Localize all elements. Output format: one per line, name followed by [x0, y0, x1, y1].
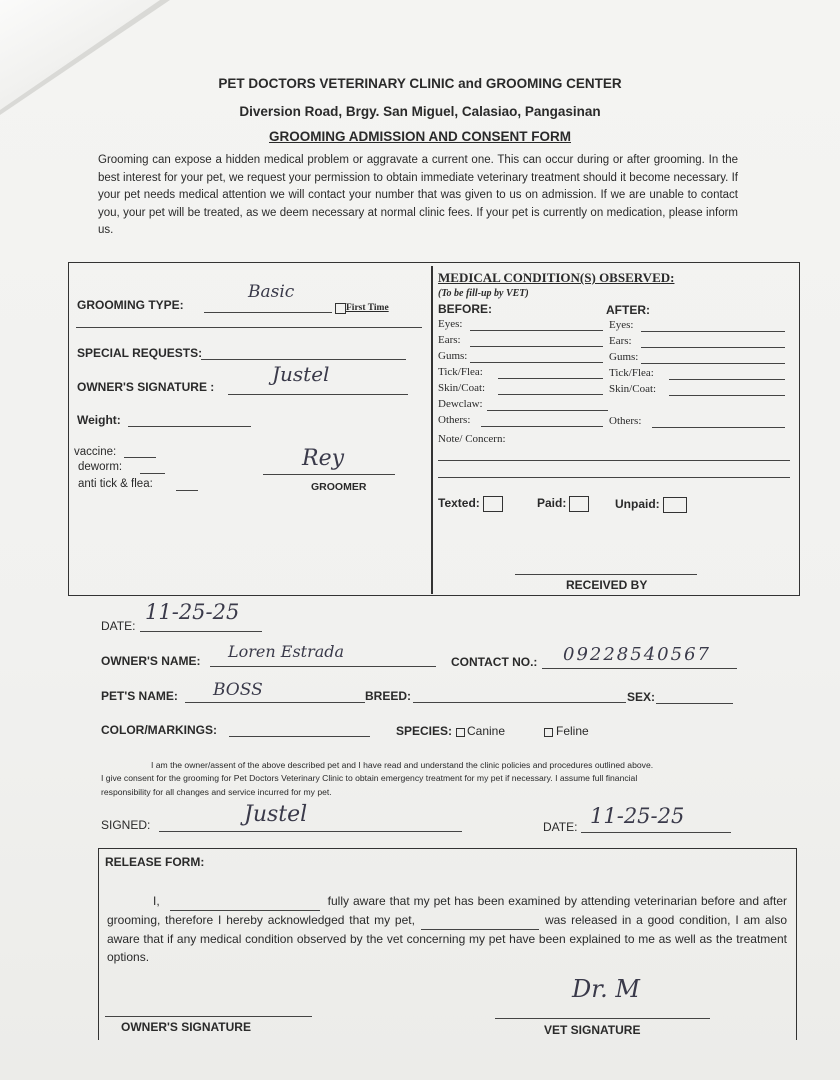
texted-checkbox[interactable]	[483, 496, 503, 512]
after-item-label: Eyes:	[609, 319, 634, 331]
after-item-label: Gums:	[609, 351, 639, 363]
groomer-line	[263, 474, 395, 475]
note-line-1[interactable]	[438, 460, 790, 461]
weight-line[interactable]	[128, 426, 251, 427]
release-part-2: was released in a good condition, I am also aware that if any medical condition observed by the vet concerning my pet have been explained to me as well as the treatment options.	[107, 913, 787, 964]
after-label: AFTER:	[606, 303, 650, 317]
first-time-checkbox[interactable]	[335, 303, 346, 314]
anti-tick-label: anti tick & flea:	[78, 478, 153, 490]
after-item-label: Ears:	[609, 335, 632, 347]
unpaid-label: Unpaid:	[615, 497, 660, 512]
medical-title: MEDICAL CONDITION(S) OBSERVED:	[438, 270, 675, 285]
vet-signature-value[interactable]: Dr. M	[572, 975, 640, 1003]
before-item-label: Dewclaw:	[438, 398, 483, 410]
sex-line[interactable]	[656, 703, 733, 704]
received-by-line[interactable]	[515, 574, 697, 575]
unpaid-field	[615, 497, 687, 513]
before-item-line[interactable]	[470, 330, 603, 331]
breed-label: BREED:	[365, 689, 412, 703]
texted-field	[438, 496, 503, 512]
before-item-label: Ears:	[438, 334, 461, 346]
owner-signature-value[interactable]: Justel	[272, 362, 330, 386]
after-item-line[interactable]	[652, 427, 785, 428]
release-part-1: fully aware that my pet has been examined by attending veterinarian before and after grooming, therefore I hereby acknowledged that my pet,	[107, 894, 787, 927]
consent-date-label: DATE:	[543, 820, 578, 834]
consent-line-2: I give consent for the grooming for Pet Doctors Veterinary Clinic to obtain emergency treatment for my pet if necessary. I assume full financial	[101, 773, 638, 783]
contact-line	[542, 668, 737, 669]
pet-name-line	[185, 702, 365, 703]
after-item-line[interactable]	[641, 331, 785, 332]
note-line-2[interactable]	[438, 477, 790, 478]
before-item-label: Eyes:	[438, 318, 463, 330]
table-divider	[431, 266, 433, 594]
vet-signature-line	[495, 1018, 710, 1019]
vaccine-line[interactable]	[124, 457, 156, 458]
after-item-line[interactable]	[669, 379, 785, 380]
pet-name-value[interactable]: BOSS	[213, 680, 263, 700]
contact-value[interactable]: 09228540567	[563, 644, 711, 665]
before-item-label: Skin/Coat:	[438, 382, 486, 394]
consent-line-3: responsibility for all changes and service incurred for my pet.	[101, 787, 332, 797]
date-label: DATE:	[101, 619, 136, 633]
species-label: SPECIES:	[396, 724, 453, 738]
owner-signature-label: OWNER'S SIGNATURE :	[77, 380, 215, 394]
before-item-label: Others:	[438, 414, 471, 426]
signed-label: SIGNED:	[101, 818, 151, 832]
paid-checkbox[interactable]	[569, 496, 589, 512]
grooming-type-label: GROOMING TYPE:	[77, 298, 184, 312]
grooming-extra-line	[76, 327, 422, 328]
owner-name-label: OWNER'S NAME:	[101, 654, 201, 668]
signed-value[interactable]: Justel	[244, 802, 308, 827]
release-pet-line[interactable]	[421, 911, 539, 930]
anti-tick-line[interactable]	[176, 490, 198, 491]
after-item-line[interactable]	[641, 363, 785, 364]
clinic-name: PET DOCTORS VETERINARY CLINIC and GROOMING CENTER	[218, 76, 622, 91]
texted-label: Texted:	[438, 496, 480, 511]
grooming-type-value[interactable]: Basic	[248, 282, 295, 302]
deworm-label: deworm:	[78, 461, 123, 473]
before-label: BEFORE:	[438, 302, 492, 316]
owner-name-value[interactable]: Loren Estrada	[228, 642, 345, 661]
color-line[interactable]	[229, 736, 370, 737]
owner-name-line	[210, 666, 436, 667]
release-owner-signature-label: OWNER'S SIGNATURE	[121, 1020, 251, 1034]
before-item-line[interactable]	[498, 378, 603, 379]
groomer-label: GROOMER	[311, 481, 367, 493]
admission-table	[68, 262, 800, 596]
owner-signature-line	[228, 394, 408, 395]
special-requests-line[interactable]	[201, 359, 406, 360]
before-item-line[interactable]	[470, 362, 603, 363]
feline-checkbox[interactable]	[544, 728, 553, 737]
special-requests-label: SPECIAL REQUESTS:	[77, 346, 203, 360]
pet-name-label: PET'S NAME:	[101, 689, 178, 703]
release-owner-signature-line[interactable]	[105, 1016, 312, 1017]
after-item-label: Skin/Coat:	[609, 383, 657, 395]
intro-paragraph: Grooming can expose a hidden medical problem or aggravate a current one. This can occur during or after grooming. In the best interest for your pet, we request your permission to obtain immediate veterinary treatment should it become necessary. If your pet needs medical attention we will contact your number that was given to us on admission. If we are unable to contact you, your pet will be treated, as we deem necessary at normal clinic fees. If your pet is currently on medication, please inform us.	[98, 154, 738, 236]
canine-label: Canine	[467, 724, 506, 738]
release-title: RELEASE FORM:	[105, 855, 205, 869]
clinic-address: Diversion Road, Brgy. San Miguel, Calasiao, Pangasinan	[239, 104, 601, 119]
after-item-line[interactable]	[669, 395, 785, 396]
canine-checkbox[interactable]	[456, 728, 465, 737]
paid-label: Paid:	[537, 496, 567, 511]
feline-label: Feline	[556, 724, 589, 738]
grooming-type-line	[204, 312, 332, 313]
vaccine-label: vaccine:	[74, 446, 117, 458]
date-line	[140, 631, 262, 632]
groomer-signature-value[interactable]: Rey	[302, 446, 345, 471]
before-item-label: Gums:	[438, 350, 468, 362]
consent-date-value[interactable]: 11-25-25	[590, 804, 685, 828]
unpaid-checkbox[interactable]	[663, 497, 687, 513]
release-name-line[interactable]	[170, 892, 320, 911]
before-item-line[interactable]	[487, 410, 608, 411]
after-item-line[interactable]	[641, 347, 785, 348]
signed-line	[159, 831, 462, 832]
received-by-label: RECEIVED BY	[566, 578, 648, 592]
date-value[interactable]: 11-25-25	[145, 600, 240, 624]
consent-line-1: I am the owner/assent of the above described pet and I have read and understand the clinic policies and procedures outlined above.	[151, 760, 654, 770]
before-item-line[interactable]	[470, 346, 603, 347]
after-item-label: Others:	[609, 415, 642, 427]
vet-signature-label: VET SIGNATURE	[544, 1023, 641, 1037]
release-paragraph	[107, 892, 787, 966]
contact-label: CONTACT NO.:	[451, 655, 538, 669]
breed-line[interactable]	[413, 702, 626, 703]
medical-subtitle: (To be fill-up by VET)	[438, 288, 529, 299]
color-label: COLOR/MARKINGS:	[101, 723, 217, 737]
before-item-label: Tick/Flea:	[438, 366, 483, 378]
deworm-line[interactable]	[140, 473, 165, 474]
release-start: I,	[153, 894, 160, 908]
consent-date-line	[581, 832, 731, 833]
before-item-line[interactable]	[481, 426, 603, 427]
weight-label: Weight:	[77, 413, 121, 427]
paid-field	[537, 496, 589, 512]
first-time-label: First Time	[346, 303, 389, 313]
sex-label: SEX:	[627, 690, 656, 704]
form-title: GROOMING ADMISSION AND CONSENT FORM	[269, 129, 571, 144]
note-label: Note/ Concern:	[438, 433, 506, 445]
after-item-label: Tick/Flea:	[609, 367, 654, 379]
before-item-line[interactable]	[498, 394, 603, 395]
